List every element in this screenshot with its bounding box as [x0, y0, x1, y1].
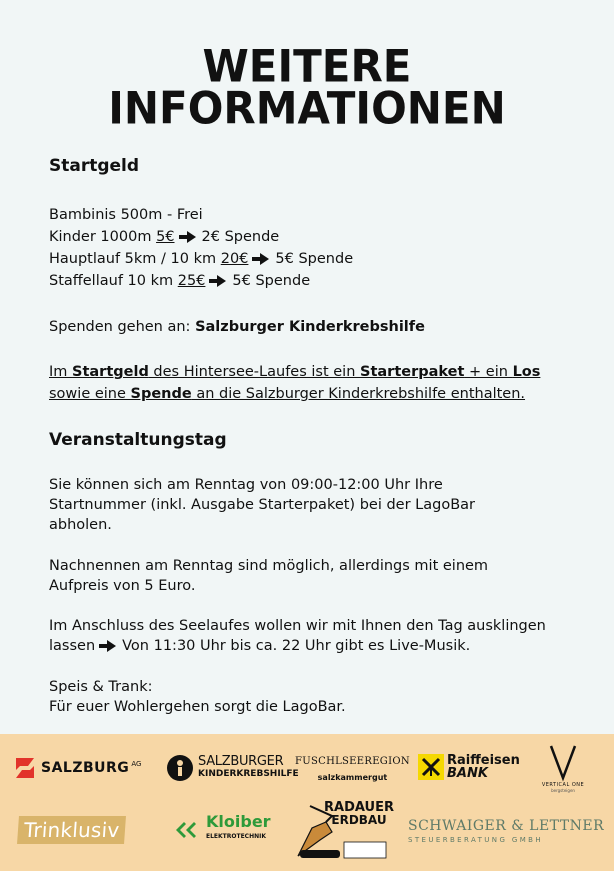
info-line-2 [49, 384, 525, 404]
startgeld-row-bambinis [49, 205, 203, 225]
spenden-prefix: Spenden gehen an: [49, 319, 196, 335]
old-price: 20€ [220, 251, 249, 267]
fuschlsee-line2: salzkammergut [317, 773, 388, 782]
raiffeisen-logo [418, 754, 520, 780]
info-line-1 [49, 362, 540, 382]
info-bold: Los [512, 364, 541, 380]
para1-line3: abholen. [49, 517, 112, 533]
spenden-line [49, 317, 425, 337]
startgeld-heading: Startgeld [49, 156, 140, 176]
row-label: Bambinis 500m - Frei [49, 207, 203, 223]
startgeld-row-hauptlauf [49, 249, 353, 269]
kinderkrebshilfe-icon [166, 754, 194, 782]
para2-line1: Nachnennen am Renntag sind möglich, allerdings mit einem [49, 558, 489, 574]
trinklusiv-text: Trinklusiv [23, 818, 121, 842]
old-price: 25€ [177, 273, 206, 289]
info-text: + ein [464, 364, 513, 380]
new-price: 5€ Spende [232, 273, 311, 289]
kinderkrebshilfe-line1: SALZBURGER [198, 754, 284, 769]
para2-line2: Aufpreis von 5 Euro. [49, 578, 196, 594]
sponsor-footer [0, 734, 614, 871]
row-label: Hauptlauf 5km / 10 km [49, 251, 221, 267]
raiffeisen-icon [418, 754, 444, 780]
kinderkrebshilfe-line2: KINDERKREBSHILFE [198, 769, 299, 779]
info-bold: Spende [130, 386, 192, 402]
para3-line2 [49, 636, 470, 656]
para1-line2: Startnummer (inkl. Ausgabe Starterpaket) bei der LagoBar [49, 497, 475, 513]
radauer-logo [292, 798, 394, 862]
info-text: sowie eine [49, 386, 131, 402]
kloiber-icon [174, 820, 204, 840]
old-price: 5€ [156, 229, 175, 245]
salzburg-ag-text: SALZBURG [41, 760, 130, 776]
fuschlsee-line1: FUSCHLSEEREGION [295, 756, 410, 767]
para3-line1: Im Anschluss des Seelaufes wollen wir mit Ihnen den Tag ausklingen [49, 618, 546, 634]
startgeld-row-kinder [49, 227, 279, 247]
arrow-right-icon [260, 253, 269, 265]
schwaiger-lettner-logo [408, 818, 604, 844]
veranstaltungstag-heading: Veranstaltungstag [49, 430, 227, 450]
row-label: Kinder 1000m [49, 229, 157, 245]
raiffeisen-text [447, 754, 520, 780]
para4-line2: Für euer Wohlergehen sorgt die LagoBar. [49, 699, 346, 715]
salzburg-ag-icon [14, 756, 36, 780]
new-price: 2€ Spende [201, 229, 280, 245]
arrow-right-icon [107, 640, 116, 652]
para3-text: lassen [49, 638, 96, 654]
kinderkrebshilfe-logo [166, 754, 299, 782]
salzburg-ag-logo [14, 756, 141, 780]
raiffeisen-line1: Raiffeisen [447, 753, 520, 768]
title-line-1: WEITERE [202, 40, 412, 93]
kinderkrebshilfe-text [198, 756, 299, 780]
para1-line1: Sie können sich am Renntag von 09:00-12:00 Uhr Ihre [49, 477, 443, 493]
para4-line1: Speis & Trank: [49, 679, 153, 695]
salzburg-ag-sup: AG [131, 760, 142, 768]
vertical-one-text: VERTICAL ONE [541, 782, 585, 788]
radauer-text [324, 802, 394, 826]
schwaiger-line1: SCHWAIGER & LETTNER [408, 818, 605, 834]
title-line-2: INFORMATIONEN [108, 82, 506, 135]
spenden-target: Salzburger Kinderkrebshilfe [195, 319, 425, 335]
kloiber-logo [174, 812, 271, 843]
arrow-right-icon [217, 275, 226, 287]
info-bold: Startgeld [72, 364, 149, 380]
fuschlsee-logo [295, 756, 410, 782]
row-label: Staffellauf 10 km [49, 273, 178, 289]
raiffeisen-line2: BANK [447, 766, 488, 781]
page-title [0, 40, 614, 135]
info-bold: Starterpaket [360, 364, 465, 380]
radauer-line2: ERDBAU [331, 813, 387, 827]
para3-text: Von 11:30 Uhr bis ca. 22 Uhr gibt es Live-Musik. [122, 638, 471, 654]
vertical-one-logo [535, 744, 591, 793]
vertical-one-sub: bergsteigen [551, 788, 575, 793]
info-text: des Hintersee-Laufes ist ein [148, 364, 361, 380]
schwaiger-line2: STEUERBERATUNG GMBH [408, 836, 544, 844]
kloiber-line1: Kloiber [206, 812, 271, 831]
kloiber-line2: ELEKTROTECHNIK [206, 833, 267, 840]
kloiber-text [206, 812, 271, 843]
trinklusiv-logo [17, 816, 126, 844]
radauer-line1: RADAUER [324, 800, 394, 815]
info-text: Im [49, 364, 73, 380]
arrow-right-icon [187, 231, 196, 243]
startgeld-row-staffellauf [49, 271, 310, 291]
info-text: an die Salzburger Kinderkrebshilfe enthalten. [191, 386, 526, 402]
new-price: 5€ Spende [275, 251, 354, 267]
vertical-one-icon [548, 744, 578, 782]
